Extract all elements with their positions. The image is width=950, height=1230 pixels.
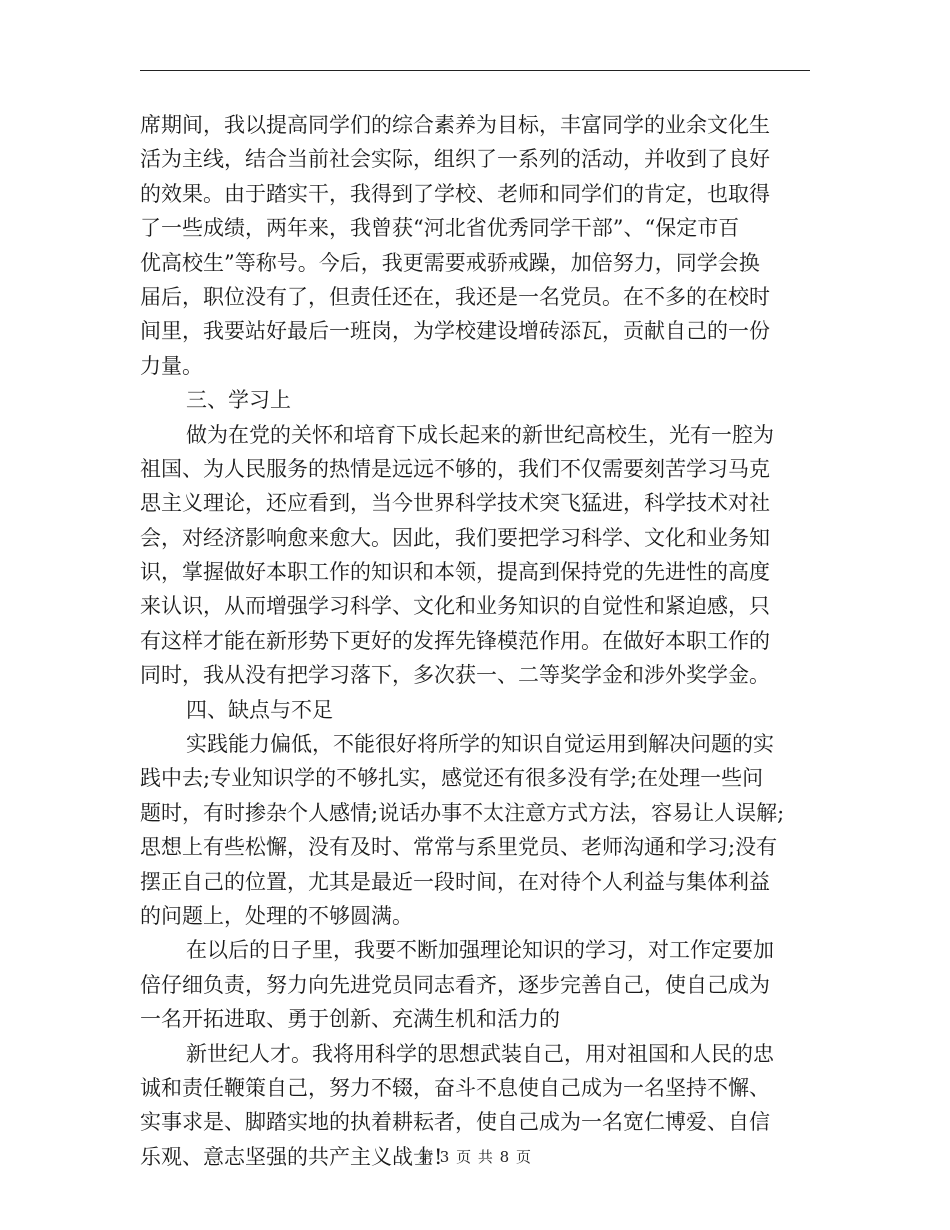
text-line: 会，对经济影响愈来愈大。因此，我们要把学习科学、文化和业务知 [140, 525, 770, 550]
text-line: 诚和责任鞭策自己，努力不辍，奋斗不息使自己成为一名坚持不懈、 [140, 1075, 770, 1100]
text-line: 践中去;专业知识学的不够扎实，感觉还有很多没有学;在处理一些问 [140, 766, 764, 791]
text-line: 一名开拓进取、勇于创新、充满生机和活力的 [140, 1007, 560, 1032]
text-line: 活为主线，结合当前社会实际，组织了一系列的活动，并收到了良好 [140, 147, 770, 172]
text-line: 在以后的日子里，我要不断加强理论知识的学习，对工作定要加 [186, 938, 774, 963]
text-line: 届后，职位没有了，但责任还在，我还是一名党员。在不多的在校时 [140, 284, 770, 309]
text-line: 实践能力偏低，不能很好将所学的知识自觉运用到解决问题的实 [186, 732, 774, 757]
text-line: 三、学习上 [186, 388, 291, 413]
text-line: 摆正自己的位置，尤其是最近一段时间，在对待个人利益与集体利益 [140, 869, 770, 894]
text-line: 思主义理论，还应看到，当今世界科学技术突飞猛进，科学技术对社 [140, 491, 770, 516]
text-line: 力量。 [140, 353, 203, 378]
text-line: 倍仔细负责，努力向先进党员同志看齐，逐步完善自己，使自己成为 [140, 972, 770, 997]
text-line: 新世纪人才。我将用科学的思想武装自己，用对祖国和人民的忠 [186, 1041, 774, 1066]
document-body [140, 108, 810, 1174]
text-line: 四、缺点与不足 [186, 697, 333, 722]
text-line: 来认识，从而增强学习科学、文化和业务知识的自觉性和紧迫感，只 [140, 594, 770, 619]
text-line: 实事求是、脚踏实地的执着耕耘者，使自己成为一名宽仁博爱、自信 [140, 1110, 770, 1135]
text-line: 间里，我要站好最后一班岗，为学校建设增砖添瓦，贡献自己的一份 [140, 319, 770, 344]
text-line: 思想上有些松懈，没有及时、常常与系里党员、老师沟通和学习;没有 [140, 835, 778, 860]
header-rule [140, 70, 810, 71]
text-line: 的效果。由于踏实干，我得到了学校、老师和同学们的肯定，也取得 [140, 181, 770, 206]
text-line: 有这样才能在新形势下更好的发挥先锋模范作用。在做好本职工作的 [140, 628, 770, 653]
text-line: 席期间，我以提高同学们的综合素养为目标，丰富同学的业余文化生 [140, 113, 770, 137]
text-line: 乐观、意志坚强的共产主义战士! [140, 1144, 443, 1169]
text-line: 识，掌握做好本职工作的知识和本领，提高到保持党的先进性的高度 [140, 560, 770, 585]
text-line: 做为在党的关怀和培育下成长起来的新世纪高校生，光有一腔为 [186, 422, 774, 447]
text-line: 了一些成绩，两年来，我曾获“河北省优秀同学干部”、“保定市百 [140, 216, 740, 241]
text-line: 题时，有时掺杂个人感情;说话办事不太注意方式方法，容易让人误解; [140, 800, 785, 825]
text-line: 优高校生”等称号。今后，我更需要戒骄戒躁，加倍努力，同学会换 [140, 250, 760, 275]
text-line: 祖国、为人民服务的热情是远远不够的，我们不仅需要刻苦学习马克 [140, 456, 770, 481]
text-line: 的问题上，处理的不够圆满。 [140, 903, 413, 928]
text-line: 同时，我从没有把学习落下，多次获一、二等奖学金和涉外奖学金。 [140, 663, 770, 688]
page-number: 第 3 页 共 8 页 [418, 1148, 532, 1166]
